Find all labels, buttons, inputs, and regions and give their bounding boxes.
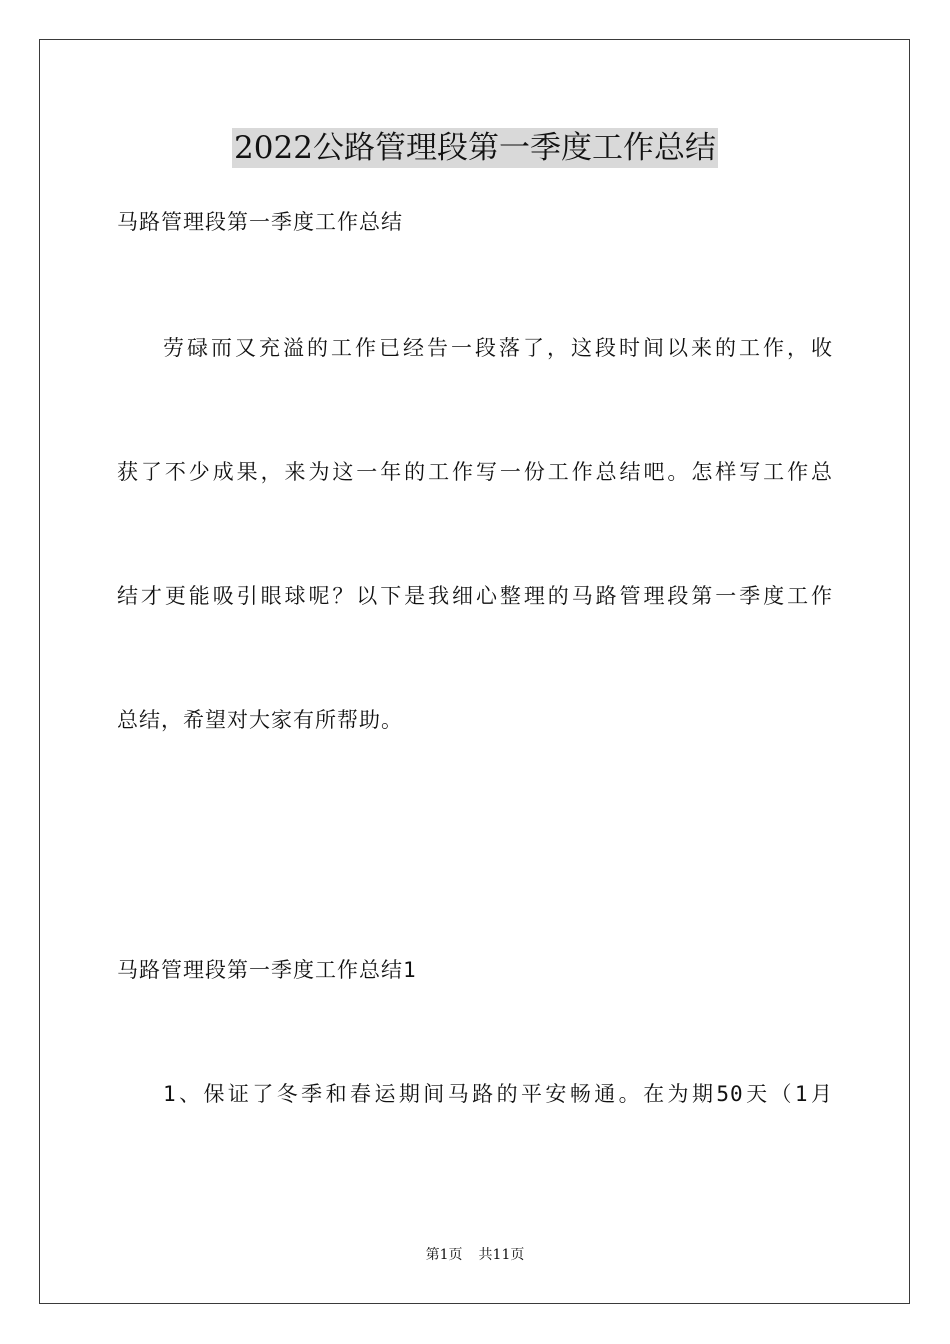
section-heading: 马路管理段第一季度工作总结1 bbox=[117, 958, 417, 982]
page-number: 第1页 bbox=[425, 1247, 463, 1263]
intro-line-3: 结才更能吸引眼球呢？以下是我细心整理的马路管理段第一季度工作 bbox=[117, 584, 833, 608]
page-footer bbox=[0, 1245, 950, 1265]
page-total: 共11页 bbox=[478, 1247, 525, 1263]
intro-line-4: 总结，希望对大家有所帮助。 bbox=[117, 708, 403, 732]
document-subtitle: 马路管理段第一季度工作总结 bbox=[117, 210, 403, 234]
intro-line-1: 劳碌而又充溢的工作已经告一段落了，这段时间以来的工作，收 bbox=[163, 336, 833, 360]
document-title: 2022公路管理段第一季度工作总结 bbox=[234, 130, 716, 166]
section-first-line: 1、保证了冬季和春运期间马路的平安畅通。在为期50天（1月 bbox=[163, 1082, 833, 1106]
intro-line-2: 获了不少成果，来为这一年的工作写一份工作总结吧。怎样写工作总 bbox=[117, 460, 833, 484]
title-block bbox=[0, 128, 950, 168]
